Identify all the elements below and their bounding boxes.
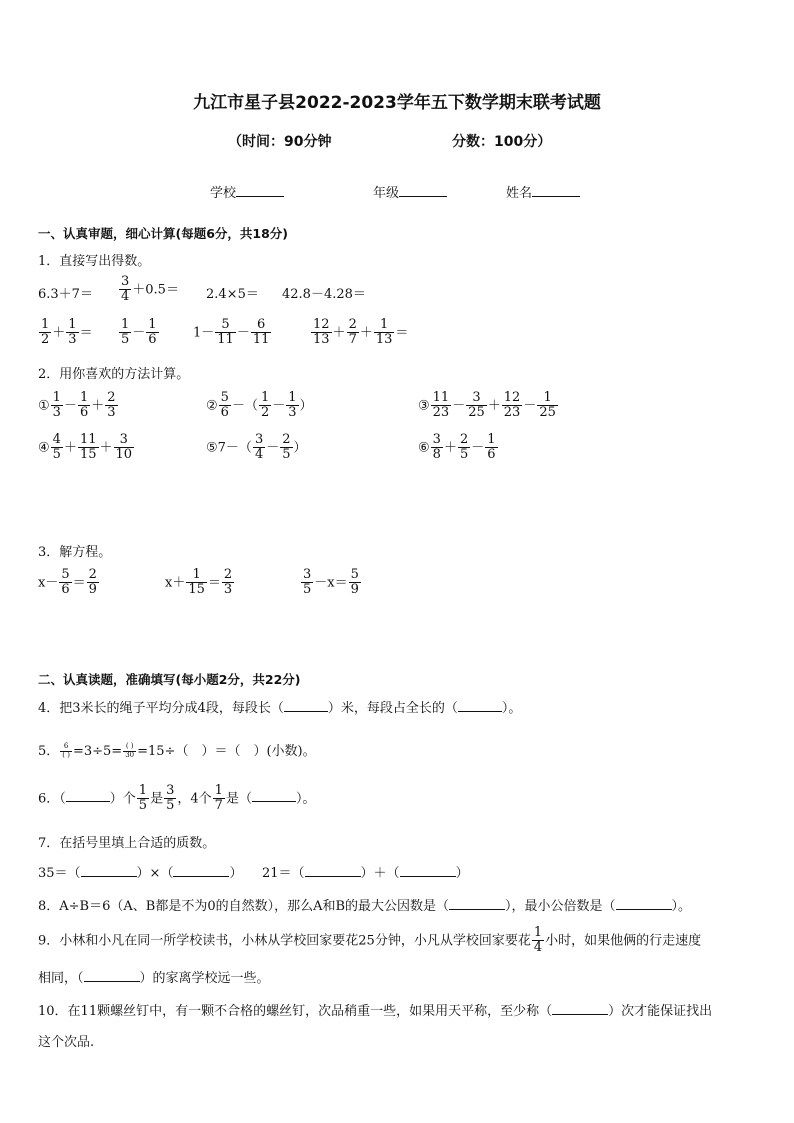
q3-e2: x＋ $\frac{1}{15}$ ＝ $\frac{2}{3}$	[165, 567, 233, 598]
q9-line2: 相同，（ ）的家离学校远一些。	[38, 971, 270, 986]
q9-blank[interactable]	[84, 969, 140, 982]
q7-blank-1[interactable]	[81, 864, 137, 877]
q8: 8．A÷B＝6（A、B都是不为0的自然数），那么A和B的最大公因数是（ ），最小公倍数是（ ）。	[38, 899, 692, 914]
time-label: （时间：90分钟	[228, 134, 332, 150]
q7-blank-4[interactable]	[400, 864, 456, 877]
q6-blank-2[interactable]	[252, 789, 296, 802]
q8-blank-1[interactable]	[449, 897, 505, 910]
q2-p3: ③ $\frac{11}{23}$ － $\frac{3}{25}$ ＋ $\frac{12}{23}$ － $\frac{1}{25}$	[418, 390, 556, 421]
q2-p5: ⑤7－（ $\frac{3}{4}$ － $\frac{2}{5}$ ）	[206, 432, 307, 463]
section2-header: 二、认真读题，准确填写(每小题2分，共22分)	[38, 672, 301, 687]
grade-field[interactable]	[373, 182, 447, 201]
q1-g: 1－ $\frac{5}{11}$ － $\frac{6}{11}$	[193, 317, 270, 348]
q1-a: 6.3＋7＝	[38, 287, 93, 302]
name-blank[interactable]	[532, 184, 580, 197]
q4: 4．把3米长的绳子平均分成4段，每段长（ ）米，每段占全长的（ ）。	[38, 701, 522, 716]
page-title: 九江市星子县2022-2023学年五下数学期末联考试题	[193, 93, 601, 113]
q2-p4: ④ $\frac{4}{5}$ ＋ $\frac{11}{15}$ ＋ $\frac{3}{10}$	[38, 432, 133, 463]
grade-label: 年级	[373, 186, 400, 201]
q3-label: 3．解方程。	[38, 545, 112, 560]
q3-e1: x－ $\frac{5}{6}$ ＝ $\frac{2}{9}$	[38, 567, 97, 598]
q1-c: 2.4×5＝	[206, 287, 259, 302]
q1-d: 42.8－4.28＝	[282, 287, 366, 302]
q2-label: 2．用你喜欢的方法计算。	[38, 367, 190, 382]
q6-blank-1[interactable]	[66, 789, 110, 802]
school-blank[interactable]	[236, 184, 284, 197]
name-field[interactable]	[506, 182, 580, 201]
q10-blank[interactable]	[552, 1002, 608, 1015]
q8-blank-2[interactable]	[616, 897, 672, 910]
score-label: 分数：100分）	[452, 134, 552, 150]
q7-b: 21＝（ ）＋（ ）	[262, 866, 469, 881]
name-label: 姓名	[506, 186, 533, 201]
q3-e3: $\frac{3}{5}$ －x＝ $\frac{5}{9}$	[303, 567, 359, 598]
q2-p2: ② $\frac{5}{6}$ －（ $\frac{1}{2}$ － $\frac{1}{3}$ ）	[206, 390, 313, 421]
q6: 6．（ ）个 $\frac{1}{5}$ 是 $\frac{3}{5}$ ，4个 $\frac{1}{7}$ 是（ ）。	[38, 783, 316, 814]
q5: 5． $\frac{6}{( )}$ =3÷5= $\frac{( )}{30}$ =15÷（ ）＝（ ）(小数)。	[38, 742, 316, 759]
q4-blank-2[interactable]	[458, 699, 502, 712]
q7-blank-2[interactable]	[173, 864, 229, 877]
q9-line1: 9．小林和小凡在同一所学校读书，小林从学校回家要花25分钟，小凡从学校回家要花 $\frac{1}{4}$ 小时，如果他俩的行走速度	[38, 925, 702, 956]
q7-blank-3[interactable]	[305, 864, 361, 877]
q7-label: 7．在括号里填上合适的质数。	[38, 836, 216, 851]
q7-a: 35＝（ ）×（ ）	[38, 866, 243, 881]
q1-f: $\frac{1}{5}$ － $\frac{1}{6}$	[121, 317, 157, 348]
school-label: 学校	[210, 186, 237, 201]
q2-p6: ⑥ $\frac{3}{8}$ ＋ $\frac{2}{5}$ － $\frac{1}{6}$	[418, 432, 496, 463]
q1-b: $\frac{3}{4}$ ＋0.5＝	[121, 274, 179, 305]
q10-line1: 10．在11颗螺丝钉中，有一颗不合格的螺丝钉，次品稍重一些，如果用天平称，至少称（ ）次才能保证找出	[38, 1004, 713, 1019]
school-field[interactable]	[210, 182, 284, 201]
section1-header: 一、认真审题，细心计算(每题6分，共18分)	[38, 226, 289, 241]
q4-blank-1[interactable]	[284, 699, 328, 712]
q1-label: 1．直接写出得数。	[38, 254, 151, 269]
q1-h: $\frac{12}{13}$ ＋ $\frac{2}{7}$ ＋ $\frac{1}{13}$ ＝	[313, 317, 409, 348]
q10-line2: 这个次品.	[38, 1035, 95, 1050]
grade-blank[interactable]	[399, 184, 447, 197]
q2-p1: ① $\frac{1}{3}$ － $\frac{1}{6}$ ＋ $\frac{2}{3}$	[38, 390, 116, 421]
q1-e: $\frac{1}{2}$ ＋ $\frac{1}{3}$ ＝	[41, 317, 93, 348]
fraction: $\frac{3}{4}$	[121, 274, 130, 305]
